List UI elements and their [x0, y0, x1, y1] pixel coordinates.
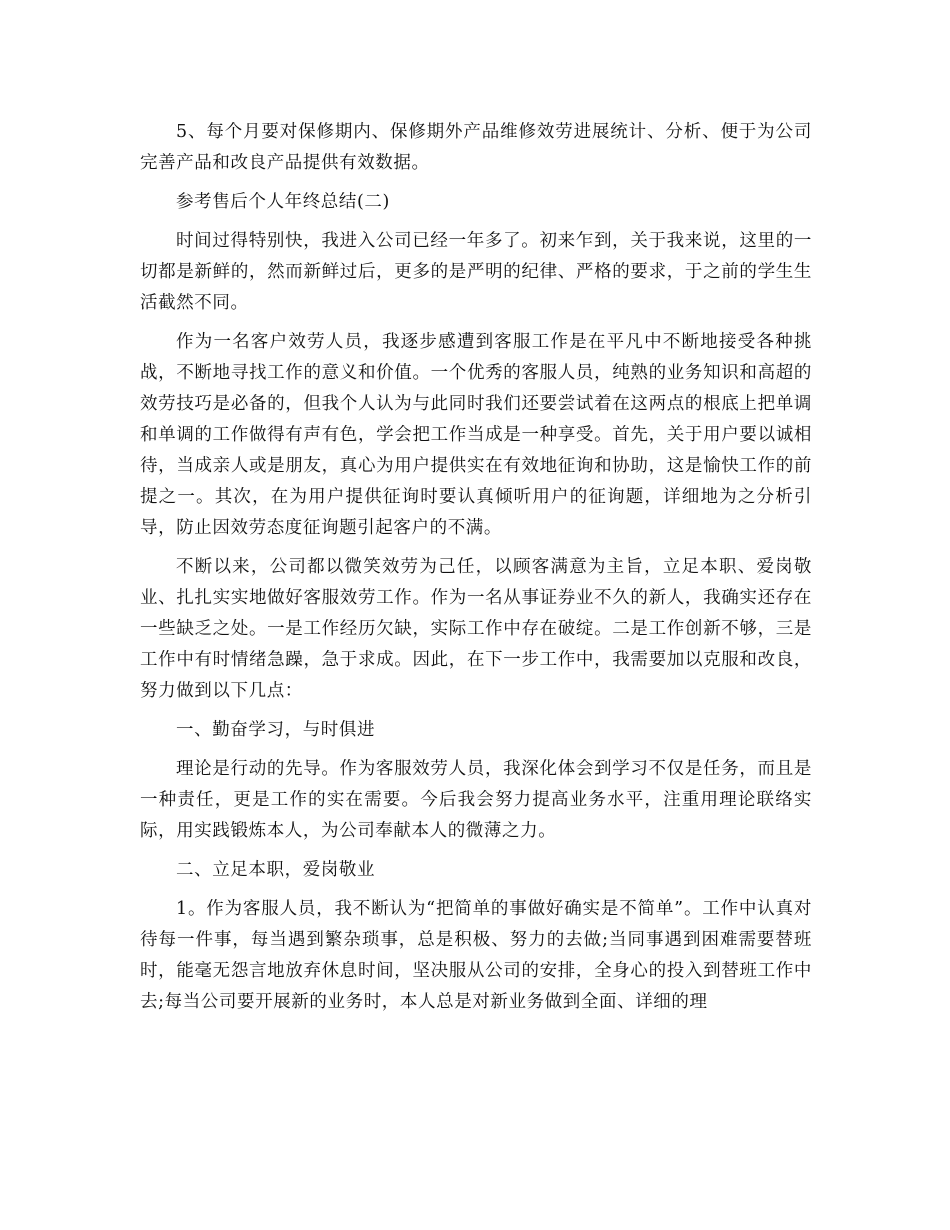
- section-title-summary-two: 参考售后个人年终总结(二): [176, 192, 390, 212]
- paragraph-shortcomings: 不断以来，公司都以微笑效劳为己任，以顾客满意为主旨，立足本职、爱岗敬业、扎扎实实地做好客服效劳工作。作为一名从事证券业不久的新人，我确实还存在一些缺乏之处。一是工作经历欠缺，实际工作中存在破绽。二是工作创新不够，三是工作中有时情绪急躁，急于求成。因此，在下一步工作中，我需要加以克服和改良，努力做到以下几点：: [140, 557, 812, 701]
- heading-study-hard: 一、勤奋学习，与时俱进: [176, 720, 376, 740]
- paragraph-theory-guide: 理论是行动的先导。作为客服效劳人员，我深化体会到学习不仅是任务，而且是一种责任，更是工作的实在需要。今后我会努力提高业务水平，注重用理论联络实际，用实践锻炼本人，为公司奉献本人的微薄之力。: [140, 759, 812, 841]
- paragraph-customer-service-role: 作为一名客户效劳人员，我逐步感遭到客服工作是在平凡中不断地接受各种挑战，不断地寻找工作的意义和价值。一个优秀的客服人员，纯熟的业务知识和高超的效劳技巧是必备的，但我个人认为与此同时我们还要尝试着在这两点的根底上把单调和单调的工作做得有声有色，学会把工作当成是一种享受。首先，关于用户要以诚相待，当成亲人或是朋友，真心为用户提供实在有效地征询和协助，这是愉快工作的前提之一。其次，在为用户提供征询时要认真倾听用户的征询题，详细地为之分析引导，防止因效劳态度征询题引起客户的不满。: [140, 332, 812, 538]
- heading-dedication: 二、立足本职，爱岗敬业: [176, 860, 376, 880]
- document-page: [140, 117, 812, 1026]
- paragraph-time-flies: 时间过得特别快，我进入公司已经一年多了。初来乍到，关于我来说，这里的一切都是新鲜的，然而新鲜过后，更多的是严明的纪律、严格的要求，于之前的学生生活截然不同。: [140, 231, 812, 313]
- paragraph-maintenance-statistics: 5、每个月要对保修期内、保修期外产品维修效劳进展统计、分析、便于为公司完善产品和改良产品提供有效数据。: [140, 122, 812, 173]
- paragraph-simple-things: 1。作为客服人员，我不断认为“把简单的事做好确实是不简单”。工作中认真对待每一件事，每当遇到繁杂琐事，总是积极、努力的去做;当同事遇到困难需要替班时，能毫无怨言地放弃休息时间，坚决服从公司的安排，全身心的投入到替班工作中去;每当公司要开展新的业务时，本人总是对新业务做到全面、详细的理: [140, 899, 812, 1012]
